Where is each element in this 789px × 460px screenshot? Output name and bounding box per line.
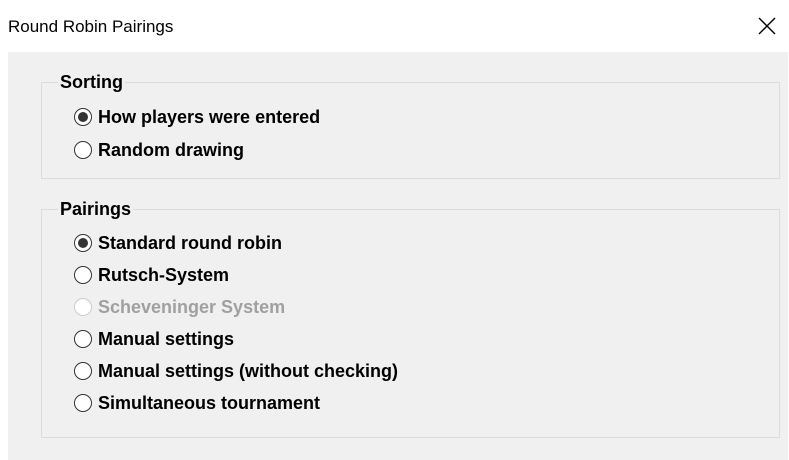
radio-button[interactable] [74,362,92,380]
pairings-option-rutsch-system[interactable] [74,263,229,287]
sorting-option-label: How players were entered [98,106,321,127]
pairings-option-label: Manual settings (without checking) [98,360,399,381]
sorting-group-title: Sorting [60,72,123,92]
radio-dot [78,112,88,122]
radio-button[interactable] [74,394,92,412]
pairings-option-manual-settings[interactable] [74,327,234,351]
radio-button[interactable] [74,266,92,284]
sorting-option-random-drawing[interactable] [74,138,244,162]
pairings-option-label: Scheveninger System [98,296,286,317]
pairings-option-label: Standard round robin [98,232,282,253]
pairings-group [41,199,780,438]
title-bar [0,0,789,52]
radio-button[interactable] [74,330,92,348]
pairings-option-label: Rutsch-System [98,264,230,285]
sorting-group [41,72,780,179]
pairings-option-label: Simultaneous tournament [98,392,321,413]
close-button[interactable] [751,10,783,42]
dialog-client-area [8,52,788,460]
pairings-option-standard-round-robin[interactable] [74,231,282,255]
pairings-option-label: Manual settings [98,328,235,349]
radio-button-selected[interactable] [74,108,92,126]
radio-button-selected[interactable] [74,234,92,252]
radio-dot [78,238,88,248]
pairings-group-title: Pairings [60,199,132,219]
pairings-option-scheveninger-system [74,295,285,319]
sorting-option-label: Random drawing [98,139,245,160]
pairings-option-manual-settings-without-checking[interactable] [74,359,398,383]
radio-button-disabled [74,298,92,316]
sorting-option-how-players-entered[interactable] [74,105,320,129]
radio-button[interactable] [74,141,92,159]
window-title: Round Robin Pairings [8,17,174,36]
close-icon [758,17,776,35]
pairings-option-simultaneous-tournament[interactable] [74,391,320,415]
